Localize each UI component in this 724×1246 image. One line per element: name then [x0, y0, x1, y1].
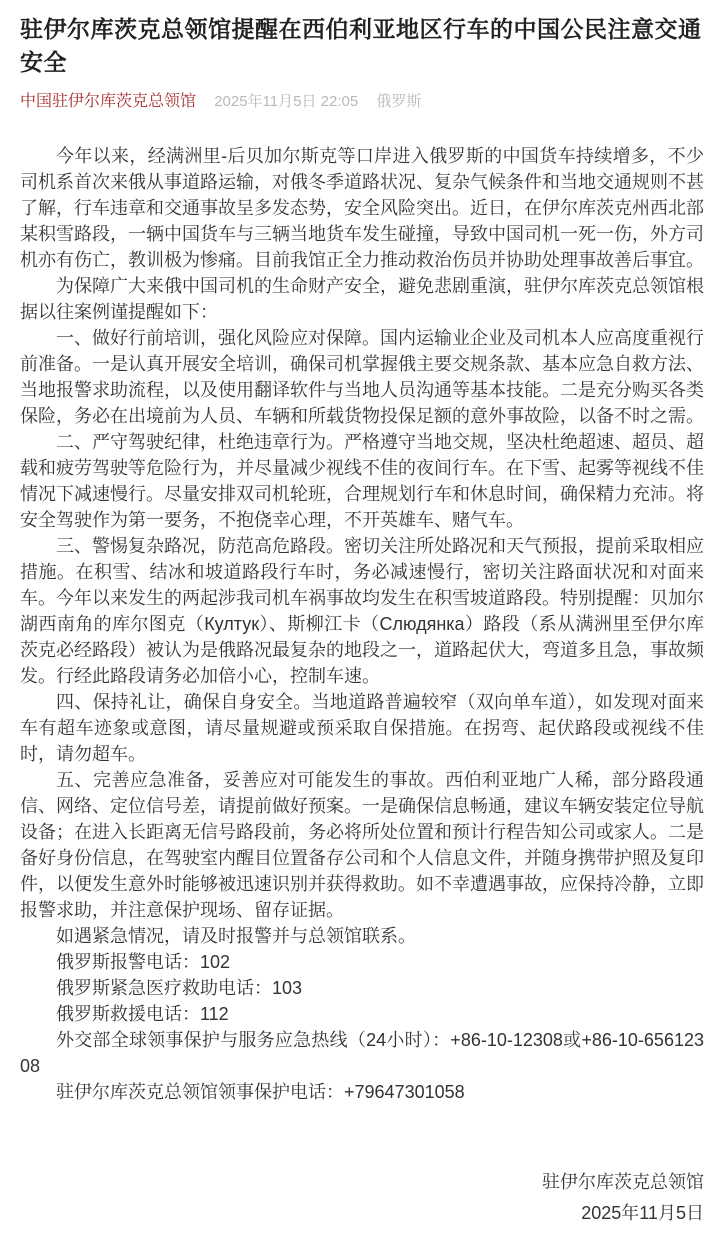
paragraph-tip-2: 二、严守驾驶纪律，杜绝违章行为。严格遵守当地交规，坚决杜绝超速、超员、超载和疲劳驾驶等危险行为，并尽量减少视线不佳的夜间行车。在下雪、起雾等视线不佳情况下减速慢行。尽量安排双司机轮班，合理规划行车和休息时间，确保精力充沛。将安全驾驶作为第一要务，不抱侥幸心理，不开英雄车、赌气车。: [20, 432, 704, 530]
phone-consulate: 驻伊尔库茨克总领馆领事保护电话：+79647301058: [56, 1082, 465, 1102]
paragraph-intro: 今年以来，经满洲里-后贝加尔斯克等口岸进入俄罗斯的中国货车持续增多，不少司机系首次来俄从事道路运输，对俄冬季道路状况、复杂气候条件和当地交通规则不甚了解，行车违章和交通事故呈多发态势，安全风险突出。近日，在伊尔库茨克州西北部某积雪路段，一辆中国货车与三辆当地货车发生碰撞，导致中国司机一死一伤，外方司机亦有伤亡，教训极为惨痛。目前我馆正全力推动救治伤员并协助处理事故善后事宜。: [20, 146, 704, 270]
article-body: [20, 143, 704, 1105]
phone-medical: 俄罗斯紧急医疗救助电话：103: [56, 978, 303, 998]
publish-location: 俄罗斯: [376, 93, 422, 110]
paragraph-emergency-note: 如遇紧急情况，请及时报警并与总领馆联系。: [56, 926, 416, 946]
paragraph-tip-3: 三、警惕复杂路况，防范高危路段。密切关注所处路况和天气预报，提前采取相应措施。在积雪、结冰和坡道路段行车时，务必减速慢行，密切关注路面状况和对面来车。今年以来发生的两起涉我司机车祸事故均发生在积雪坡道路段。特别提醒：贝加尔湖西南角的库尔图克（Култук）、斯柳江卡（Слюдянка）路段（系从满洲里至伊尔库茨克必经路段）被认为是俄路况最复杂的地段之一，道路起伏大，弯道多且急，事故频发。行经此路段请务必加倍小心，控制车速。: [20, 536, 704, 686]
paragraph-lead: 为保障广大来俄中国司机的生命财产安全，避免悲剧重演，驻伊尔库茨克总领馆根据以往案例谨提醒如下：: [20, 276, 704, 322]
phone-mfa-hotline: 外交部全球领事保护与服务应急热线（24小时）：+86-10-12308或+86-10-65612308: [20, 1030, 704, 1076]
paragraph-tip-5: 五、完善应急准备，妥善应对可能发生的事故。西伯利亚地广人稀，部分路段通信、网络、定位信号差，请提前做好预案。一是确保信息畅通，建议车辆安装定位导航设备；在进入长距离无信号路段前，务必将所处位置和预计行程告知公司或家人。二是备好身份信息，在驾驶室内醒目位置备存公司和个人信息文件，并随身携带护照及复印件，以便发生意外时能够被迅速识别并获得救助。如不幸遭遇事故，应保持冷静，立即报警求助，并注意保护现场、留存证据。: [20, 770, 704, 920]
paragraph-tip-1: 一、做好行前培训，强化风险应对保障。国内运输业企业及司机本人应高度重视行前准备。一是认真开展安全培训，确保司机掌握俄主要交规条款、基本应急自救方法、当地报警求助流程，以及使用翻译软件与当地人员沟通等基本技能。二是充分购买各类保险，务必在出境前为人员、车辆和所载货物投保足额的意外事故险，以备不时之需。: [20, 328, 704, 426]
page-title: 驻伊尔库茨克总领馆提醒在西伯利亚地区行车的中国公民注意交通安全: [20, 16, 702, 75]
signature-block: [20, 1167, 704, 1229]
signature-date: 2025年11月5日: [581, 1203, 704, 1223]
article-meta: [20, 92, 704, 112]
source-name[interactable]: 中国驻伊尔库茨克总领馆: [20, 93, 197, 110]
signature-name: 驻伊尔库茨克总领馆: [542, 1172, 704, 1192]
phone-police: 俄罗斯报警电话：102: [56, 952, 231, 972]
publish-datetime: 2025年11月5日 22:05: [214, 93, 359, 110]
phone-rescue: 俄罗斯救援电话：112: [56, 1004, 229, 1024]
paragraph-tip-4: 四、保持礼让，确保自身安全。当地道路普遍较窄（双向单车道），如发现对面来车有超车迹象或意图，请尽量规避或预采取自保措施。在拐弯、起伏路段或视线不佳时，请勿超车。: [20, 692, 704, 764]
